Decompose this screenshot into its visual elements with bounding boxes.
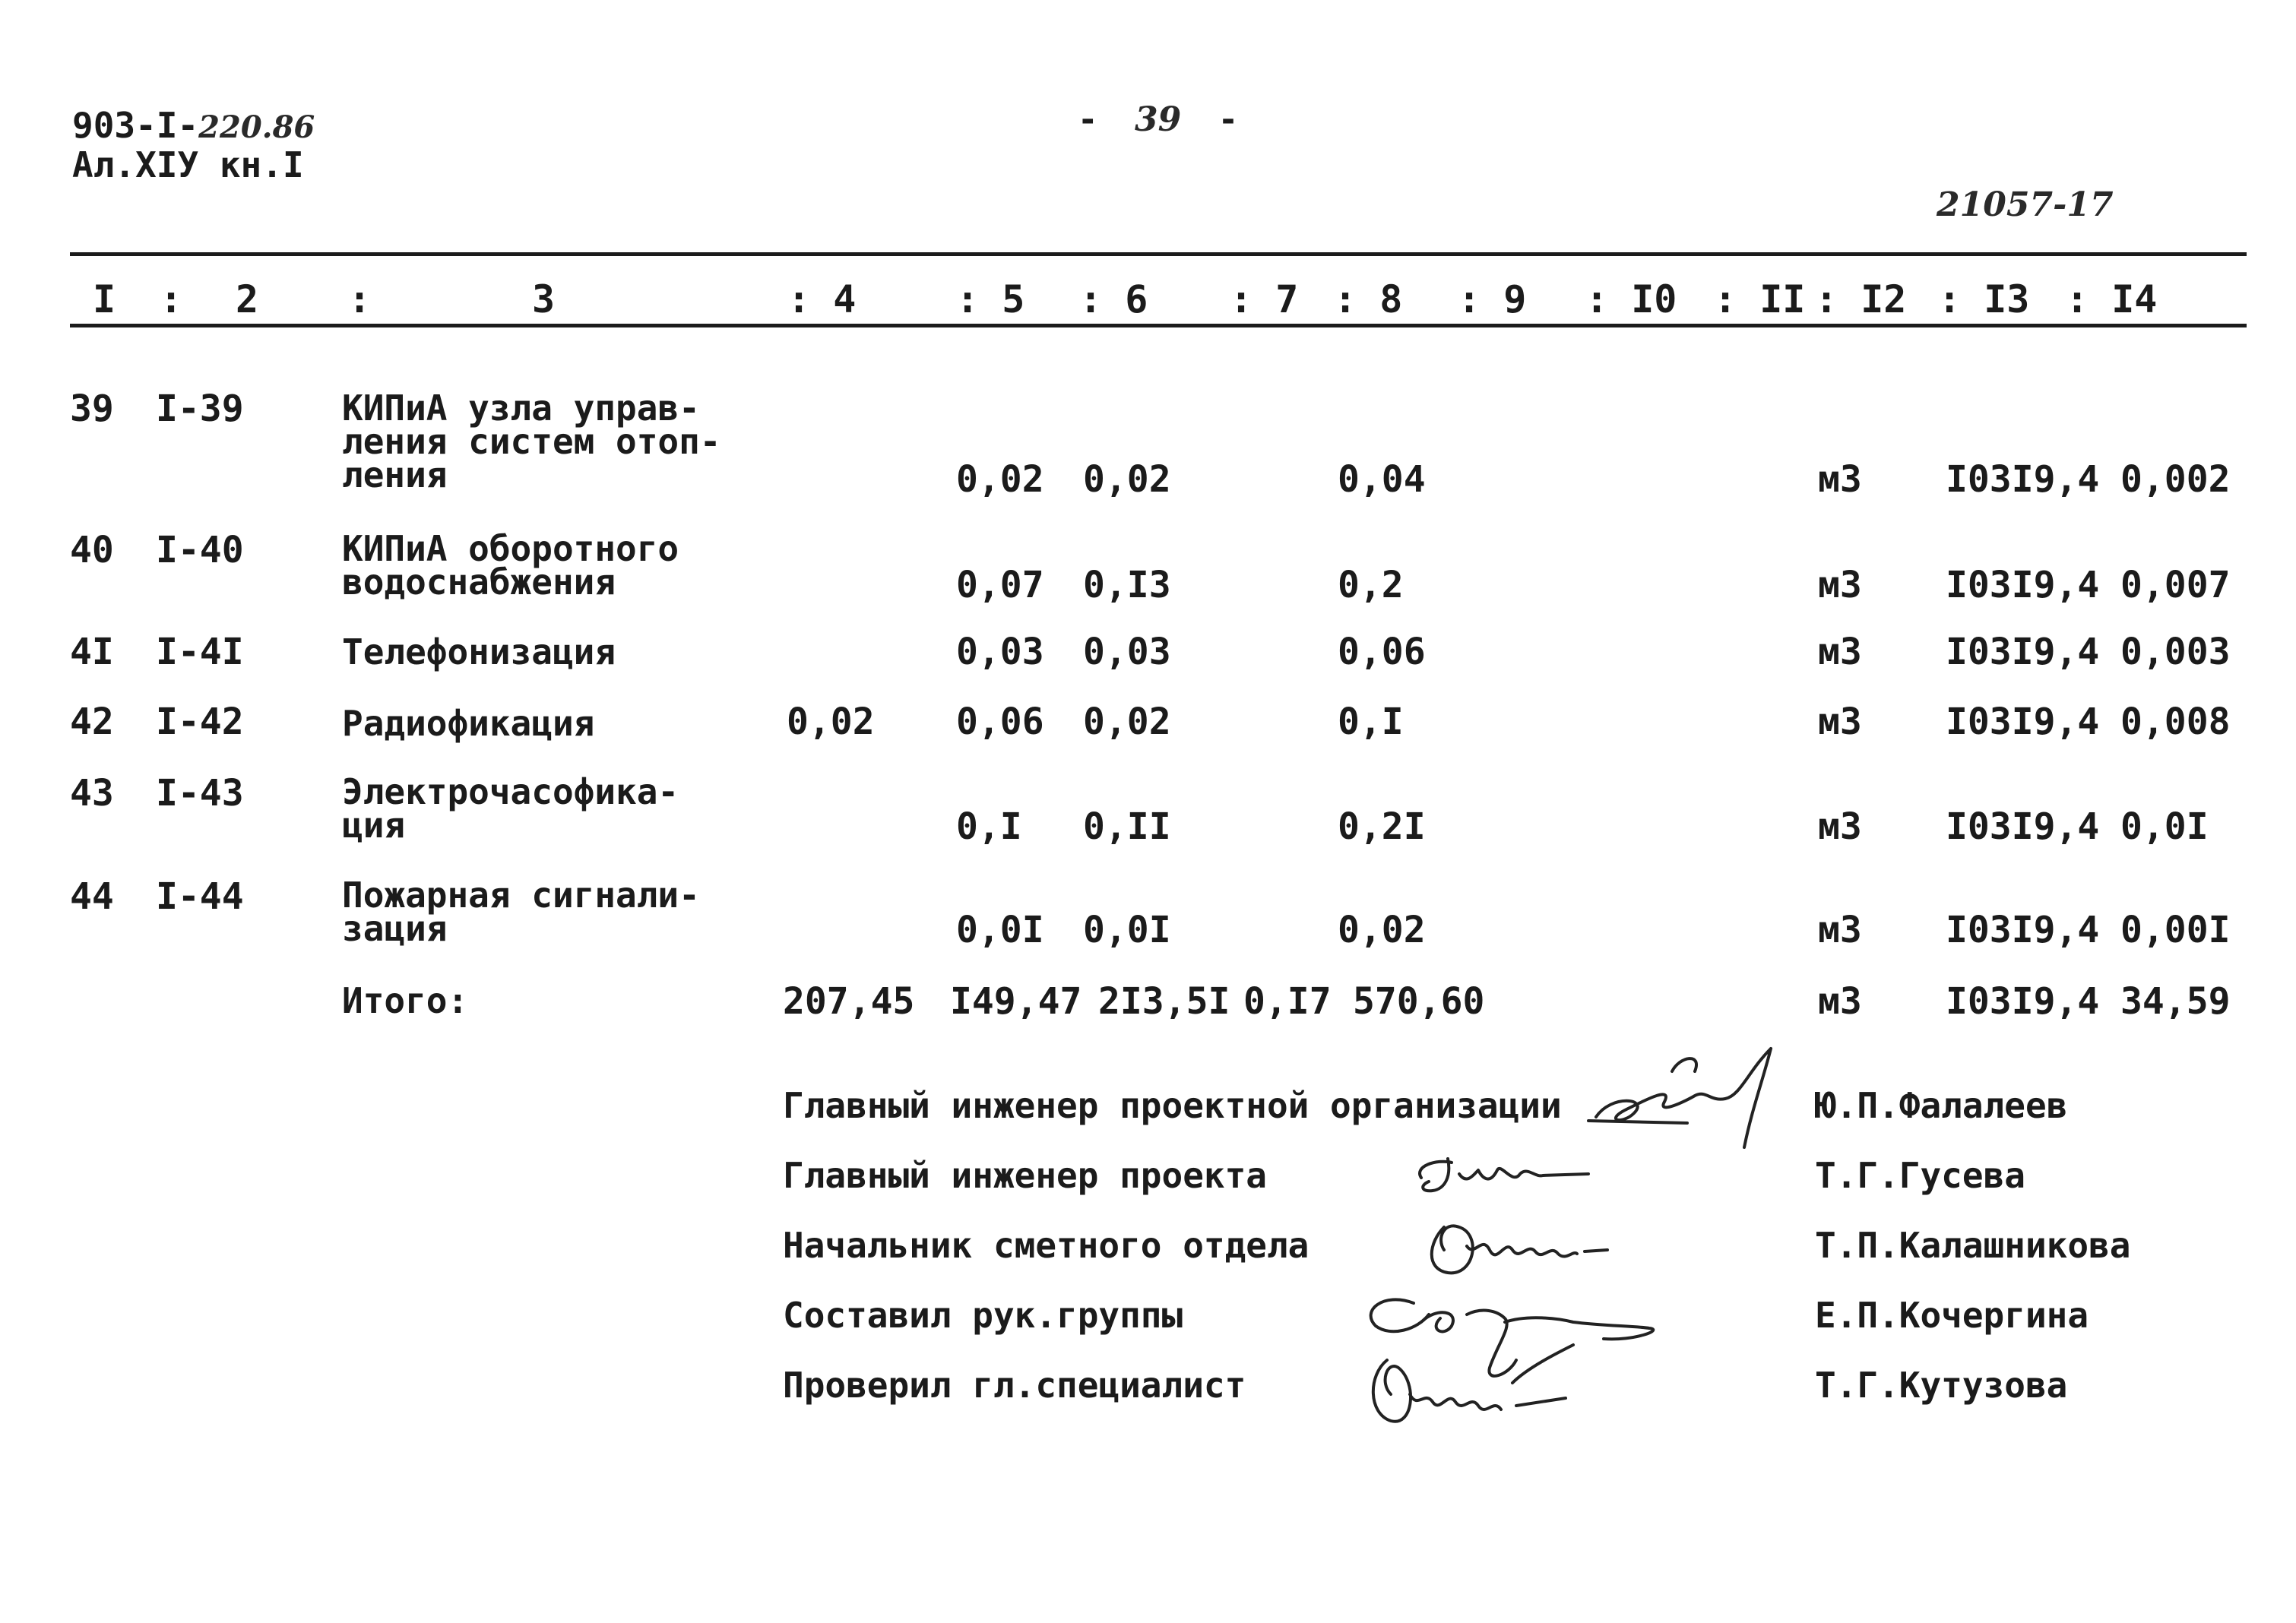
page-dash-left: - — [1078, 100, 1098, 139]
row-code: I-44 — [156, 875, 244, 918]
row-col-5: 0,07 — [956, 564, 1044, 606]
row-unit: м3 — [1818, 458, 1862, 501]
row-description: Радиофикация — [342, 703, 595, 744]
row-col-8: 0,2 — [1338, 564, 1404, 606]
header-col-9: : 9 — [1458, 277, 1527, 321]
row-col-13: I03I9,4 — [1946, 564, 2100, 606]
row-number: 40 — [70, 529, 114, 571]
table-header-rule — [70, 324, 2247, 327]
album-label: Ал.XIУ кн.I — [72, 144, 304, 185]
header-col-13: : I3 — [1938, 277, 2030, 321]
signature-title: Составил рук.группы — [783, 1295, 1183, 1336]
row-col-14: 0,002 — [2120, 458, 2231, 501]
header-col-4: : 4 — [787, 277, 857, 321]
total-col-8: 570,60 — [1353, 980, 1485, 1023]
row-col-6: 0,II — [1083, 805, 1171, 848]
document-code-handwritten: 220.86 — [198, 109, 315, 145]
row-unit: м3 — [1818, 701, 1862, 743]
row-code: I-42 — [156, 701, 244, 743]
row-number: 4I — [70, 631, 114, 673]
row-unit: м3 — [1818, 909, 1862, 951]
row-description: Пожарная сигнали- зация — [342, 875, 700, 949]
handwritten-signature — [1581, 1026, 1809, 1155]
row-col-4: 0,02 — [787, 701, 875, 743]
total-col-5: I49,47 — [950, 980, 1082, 1023]
row-col-14: 0,00I — [2120, 909, 2231, 951]
header-col-1: I — [93, 277, 116, 321]
signature-name: Т.Г.Гусева — [1815, 1155, 2025, 1196]
row-number: 44 — [70, 875, 114, 918]
page-number-value: 39 — [1135, 100, 1182, 139]
row-code: I-39 — [156, 388, 244, 430]
header-col-12: : I2 — [1815, 277, 1907, 321]
row-col-6: 0,02 — [1083, 701, 1171, 743]
header-col-11: : II — [1714, 277, 1806, 321]
row-description: КИПиА узла управ- ления систем отоп- ления — [342, 388, 721, 495]
total-unit: м3 — [1818, 980, 1862, 1023]
document-code-printed: 903-I- — [72, 105, 199, 146]
signature-name: Т.П.Калашникова — [1815, 1225, 2131, 1266]
header-col-3: 3 — [532, 277, 556, 321]
row-code: I-40 — [156, 529, 244, 571]
header-col-10: : I0 — [1585, 277, 1677, 321]
row-col-5: 0,02 — [956, 458, 1044, 501]
signature-name: Е.П.Кочергина — [1815, 1295, 2089, 1336]
table-top-rule — [70, 252, 2247, 256]
page-number — [1078, 100, 1238, 139]
row-col-14: 0,007 — [2120, 564, 2231, 606]
signature-name: Т.Г.Кутузова — [1815, 1365, 2068, 1406]
row-col-13: I03I9,4 — [1946, 805, 2100, 848]
row-col-8: 0,04 — [1338, 458, 1426, 501]
header-col-2: 2 — [236, 277, 259, 321]
row-col-8: 0,06 — [1338, 631, 1426, 673]
row-number: 42 — [70, 701, 114, 743]
header-col-6: : 6 — [1079, 277, 1148, 321]
row-col-5: 0,I — [956, 805, 1022, 848]
row-col-6: 0,03 — [1083, 631, 1171, 673]
total-col-7: 0,I7 — [1243, 980, 1332, 1023]
total-col-13: I03I9,4 — [1946, 980, 2100, 1023]
row-col-6: 0,I3 — [1083, 564, 1171, 606]
row-number: 43 — [70, 772, 114, 815]
handwritten-signature — [1345, 1337, 1619, 1444]
row-code: I-43 — [156, 772, 244, 815]
header-col-14: : I4 — [2066, 277, 2158, 321]
row-col-5: 0,03 — [956, 631, 1044, 673]
page-dash-right: - — [1218, 100, 1239, 139]
header-col-5: : 5 — [956, 277, 1025, 321]
header-sep: : — [348, 277, 372, 321]
total-col-6: 2I3,5I — [1098, 980, 1230, 1023]
row-col-13: I03I9,4 — [1946, 458, 2100, 501]
total-label: Итого: — [342, 980, 469, 1021]
header-col-7: : 7 — [1230, 277, 1299, 321]
signature-title: Начальник сметного отдела — [783, 1225, 1310, 1266]
handwritten-signature — [1406, 1144, 1604, 1204]
document-code — [72, 105, 315, 146]
signature-name: Ю.П.Фалалеев — [1815, 1085, 2068, 1126]
signature-title: Главный инженер проекта — [783, 1155, 1267, 1196]
header-sep: : — [160, 277, 183, 321]
row-col-6: 0,02 — [1083, 458, 1171, 501]
row-unit: м3 — [1818, 805, 1862, 848]
row-description: КИПиА оборотного водоснабжения — [342, 528, 679, 603]
row-description: Электрочасофика- ция — [342, 771, 679, 846]
header-col-8: : 8 — [1334, 277, 1403, 321]
row-col-14: 0,0I — [2120, 805, 2209, 848]
row-col-8: 0,2I — [1338, 805, 1426, 848]
row-col-8: 0,02 — [1338, 909, 1426, 951]
row-col-13: I03I9,4 — [1946, 631, 2100, 673]
row-col-5: 0,06 — [956, 701, 1044, 743]
row-col-6: 0,0I — [1083, 909, 1171, 951]
inventory-number: 21057-17 — [1937, 185, 2114, 224]
row-number: 39 — [70, 388, 114, 430]
row-col-5: 0,0I — [956, 909, 1044, 951]
row-col-14: 0,008 — [2120, 701, 2231, 743]
row-unit: м3 — [1818, 631, 1862, 673]
signature-title: Проверил гл.специалист — [783, 1365, 1246, 1406]
row-col-13: I03I9,4 — [1946, 909, 2100, 951]
row-col-14: 0,003 — [2120, 631, 2231, 673]
row-description: Телефонизация — [342, 631, 616, 672]
total-col-14: 34,59 — [2120, 980, 2231, 1023]
row-col-8: 0,I — [1338, 701, 1404, 743]
row-col-13: I03I9,4 — [1946, 701, 2100, 743]
total-col-4: 207,45 — [783, 980, 915, 1023]
row-unit: м3 — [1818, 564, 1862, 606]
row-code: I-4I — [156, 631, 244, 673]
signature-title: Главный инженер проектной организации — [783, 1085, 1562, 1126]
